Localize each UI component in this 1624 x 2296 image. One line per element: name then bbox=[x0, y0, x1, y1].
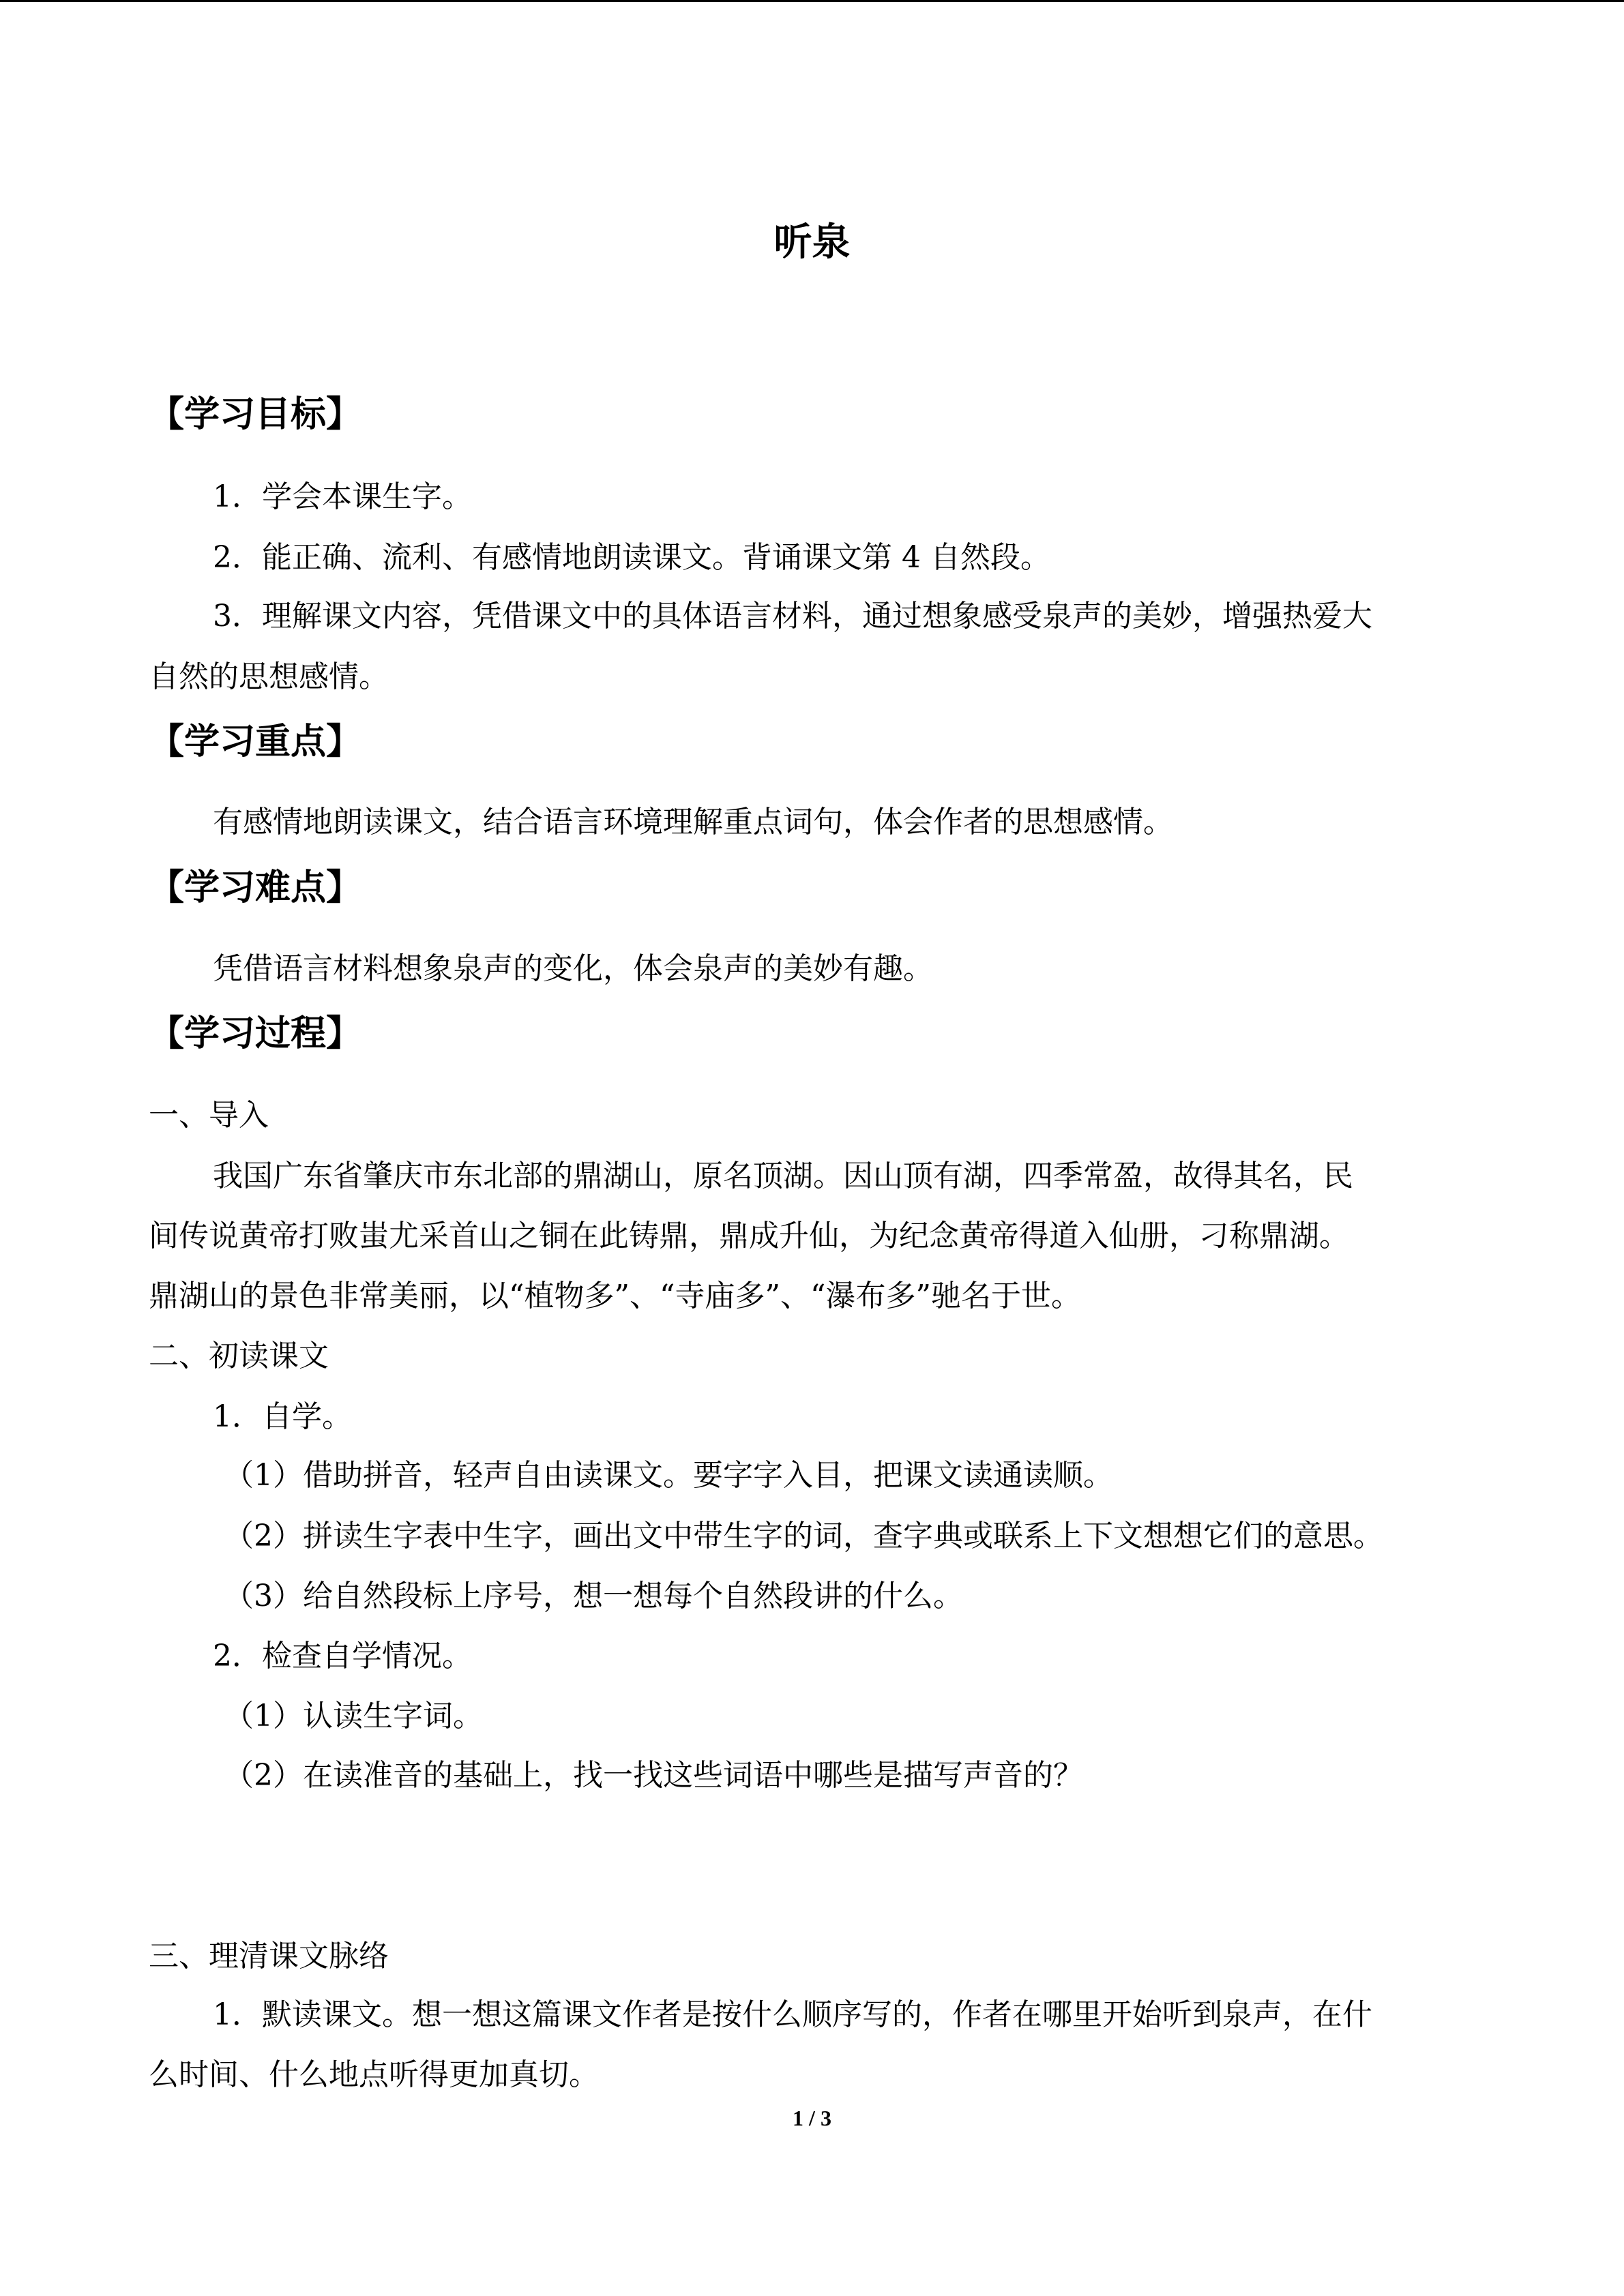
first-read-line-2: （1）借助拼音，轻声自由读课文。要字字入目，把课文读通读顺。 bbox=[224, 1458, 1113, 1493]
section-heading-process: 【学习过程】 bbox=[149, 1013, 362, 1054]
first-read-line-3: （2）拼读生字表中生字，画出文中带生字的词，查字典或联系上下文想想它们的意思。 bbox=[224, 1519, 1383, 1553]
document-title: 听泉 bbox=[773, 220, 851, 265]
goal-item-1: 1．学会本课生字。 bbox=[213, 479, 472, 514]
section-heading-goals: 【学习目标】 bbox=[149, 394, 362, 435]
page-number: 1 / 3 bbox=[793, 2106, 831, 2130]
outline-title: 三、理清课文脉络 bbox=[149, 1939, 389, 1973]
goal-item-3-continued: 自然的思想感情。 bbox=[149, 659, 389, 694]
section-heading-key-points: 【学习重点】 bbox=[149, 721, 362, 762]
first-read-line-5: 2．检查自学情况。 bbox=[213, 1639, 472, 1673]
intro-title: 一、导入 bbox=[149, 1098, 269, 1133]
intro-line-1: 我国广东省肇庆市东北部的鼎湖山，原名顶湖。因山顶有湖，四季常盈，故得其名，民 bbox=[213, 1159, 1353, 1193]
goal-item-3: 3．理解课文内容，凭借课文中的具体语言材料，通过想象感受泉声的美妙，增强热爱大 bbox=[213, 599, 1372, 633]
first-read-line-6: （1）认读生字词。 bbox=[224, 1699, 483, 1733]
intro-line-2: 间传说黄帝打败蚩尤采首山之铜在此铸鼎，鼎成升仙，为纪念黄帝得道入仙册，刁称鼎湖。 bbox=[149, 1219, 1349, 1253]
section-heading-difficulties: 【学习难点】 bbox=[149, 867, 362, 908]
first-read-line-7: （2）在读准音的基础上，找一找这些词语中哪些是描写声音的？ bbox=[224, 1758, 1083, 1793]
key-points-text: 有感情地朗读课文，结合语言环境理解重点词句，体会作者的思想感情。 bbox=[213, 805, 1173, 839]
difficulties-text: 凭借语言材料想象泉声的变化，体会泉声的美妙有趣。 bbox=[213, 951, 933, 986]
intro-line-3: 鼎湖山的景色非常美丽，以“植物多”、“寺庙多”、“瀑布多”驰名于世。 bbox=[149, 1279, 1081, 1313]
goal-item-2: 2．能正确、流利、有感情地朗读课文。背诵课文第 4 自然段。 bbox=[213, 540, 1050, 575]
first-read-line-1: 1．自学。 bbox=[213, 1399, 352, 1434]
first-read-line-4: （3）给自然段标上序号，想一想每个自然段讲的什么。 bbox=[224, 1579, 963, 1613]
outline-line-2: 么时间、什么地点听得更加真切。 bbox=[149, 2057, 599, 2092]
outline-line-1: 1．默读课文。想一想这篇课文作者是按什么顺序写的，作者在哪里开始听到泉声，在什 bbox=[213, 1997, 1372, 2032]
first-read-title: 二、初读课文 bbox=[149, 1339, 329, 1373]
